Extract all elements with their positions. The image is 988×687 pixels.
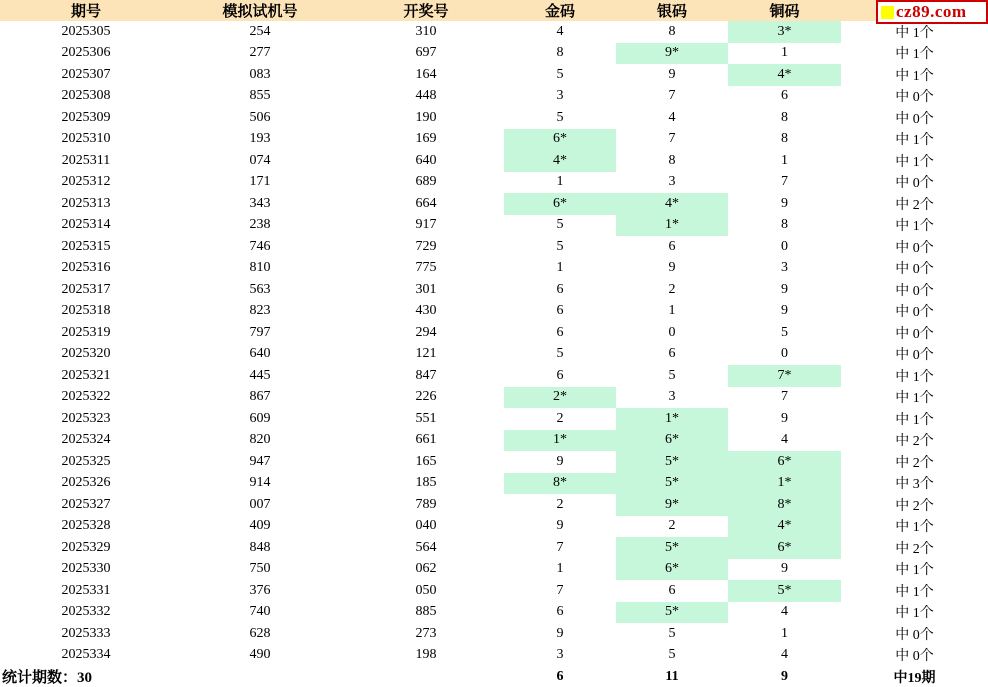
copper-code-cell: 1 [781, 625, 788, 641]
sim-number-cell: 409 [249, 518, 271, 534]
table-row [0, 516, 988, 538]
copper-code-cell: 8 [781, 217, 788, 233]
hit-result-cell: 中 1个 [895, 563, 934, 579]
period-cell: 2025332 [61, 604, 111, 620]
period-cell: 2025331 [61, 582, 111, 598]
draw-number-cell: 050 [415, 582, 437, 598]
draw-number-cell: 551 [415, 410, 437, 426]
period-cell: 2025321 [61, 367, 111, 383]
silver-code-cell: 9 [668, 66, 676, 82]
period-cell: 2025309 [61, 109, 111, 125]
copper-code-cell: 7* [728, 365, 841, 387]
silver-code-cell: 3 [668, 389, 676, 405]
period-cell: 2025328 [61, 518, 111, 534]
table-footer-row [0, 666, 988, 687]
gold-code-cell: 2 [556, 496, 564, 512]
gold-code-cell: 3 [556, 88, 564, 104]
draw-number-cell: 226 [415, 389, 437, 405]
sim-number-cell: 947 [249, 453, 271, 469]
copper-code-cell: 0 [781, 346, 788, 362]
draw-number-cell: 121 [415, 346, 437, 362]
draw-number-cell: 847 [415, 367, 437, 383]
copper-code-cell: 3 [781, 260, 788, 276]
table-row [0, 64, 988, 86]
gold-code-cell: 8* [504, 473, 616, 495]
draw-number-cell: 564 [415, 539, 437, 555]
period-cell: 2025318 [61, 303, 111, 319]
stats-period-count: 统计期数：30 [2, 670, 93, 686]
gold-code-cell: 6 [556, 281, 564, 297]
table-row [0, 279, 988, 301]
logo-text: cz89.com [896, 2, 967, 21]
sim-number-cell: 083 [249, 66, 271, 82]
table-row [0, 301, 988, 323]
table-row [0, 387, 988, 409]
copper-code-cell: 9 [781, 561, 788, 577]
hit-result-cell: 中 0个 [895, 305, 934, 321]
hit-result-cell: 中 1个 [895, 584, 934, 600]
sim-number-cell: 640 [249, 346, 271, 362]
draw-number-cell: 664 [415, 195, 437, 211]
period-cell: 2025314 [61, 217, 111, 233]
draw-number-cell: 640 [415, 152, 437, 168]
hit-result-cell: 中 3个 [895, 477, 934, 493]
copper-code-cell: 4 [781, 432, 788, 448]
silver-code-cell: 9 [668, 260, 676, 276]
draw-number-cell: 729 [415, 238, 437, 254]
sim-number-cell: 820 [249, 432, 271, 448]
gold-code-cell: 3 [556, 647, 564, 663]
draw-number-cell: 430 [415, 303, 437, 319]
copper-code-cell: 9 [781, 195, 788, 211]
sim-number-cell: 171 [249, 174, 271, 190]
silver-code-cell: 5* [616, 602, 728, 624]
period-cell: 2025319 [61, 324, 111, 340]
hit-result-cell: 中 2个 [895, 197, 934, 213]
draw-number-cell: 301 [415, 281, 437, 297]
footer-copper-total: 9 [781, 668, 788, 684]
sim-number-cell: 797 [249, 324, 271, 340]
gold-code-cell: 5 [556, 66, 564, 82]
gold-code-cell: 7 [556, 582, 564, 598]
hit-result-cell: 中 0个 [895, 262, 934, 278]
copper-code-cell: 8 [781, 109, 788, 125]
table-row [0, 107, 988, 129]
copper-code-cell: 1 [781, 152, 788, 168]
sim-number-cell: 848 [249, 539, 271, 555]
hit-result-cell: 中 1个 [895, 133, 934, 149]
silver-code-cell: 3 [668, 174, 676, 190]
gold-code-cell: 4 [556, 23, 564, 39]
silver-code-cell: 7 [668, 131, 676, 147]
table-row [0, 172, 988, 194]
table-row [0, 537, 988, 559]
sim-number-cell: 238 [249, 217, 271, 233]
table-row [0, 21, 988, 43]
sim-number-cell: 563 [249, 281, 271, 297]
gold-code-cell: 9 [556, 518, 564, 534]
copper-code-cell: 8 [781, 131, 788, 147]
gold-code-cell: 5 [556, 238, 564, 254]
table-row [0, 645, 988, 667]
silver-code-cell: 0 [668, 324, 676, 340]
gold-code-cell: 2 [556, 410, 564, 426]
table-row [0, 150, 988, 172]
sim-number-cell: 855 [249, 88, 271, 104]
period-cell: 2025327 [61, 496, 111, 512]
table-row [0, 344, 988, 366]
header-gold-code: 金码 [504, 0, 616, 21]
period-cell: 2025315 [61, 238, 111, 254]
silver-code-cell: 6 [668, 346, 676, 362]
copper-code-cell: 7 [781, 389, 788, 405]
draw-number-cell: 169 [415, 131, 437, 147]
period-cell: 2025322 [61, 389, 111, 405]
silver-code-cell: 4 [668, 109, 676, 125]
copper-code-cell: 6* [728, 451, 841, 473]
table-row [0, 43, 988, 65]
draw-number-cell: 697 [415, 45, 437, 61]
silver-code-cell: 1* [616, 408, 728, 430]
draw-number-cell: 448 [415, 88, 437, 104]
draw-number-cell: 062 [415, 561, 437, 577]
hit-result-cell: 中 2个 [895, 455, 934, 471]
sim-number-cell: 867 [249, 389, 271, 405]
table-row [0, 580, 988, 602]
sim-number-cell: 277 [249, 45, 271, 61]
draw-number-cell: 273 [415, 625, 437, 641]
copper-code-cell: 9 [781, 303, 788, 319]
silver-code-cell: 5* [616, 451, 728, 473]
silver-code-cell: 6 [668, 582, 676, 598]
hit-result-cell: 中 0个 [895, 348, 934, 364]
draw-number-cell: 165 [415, 453, 437, 469]
table-row [0, 215, 988, 237]
period-cell: 2025305 [61, 23, 111, 39]
hit-result-cell: 中 2个 [895, 498, 934, 514]
copper-code-cell: 0 [781, 238, 788, 254]
gold-code-cell: 5 [556, 346, 564, 362]
table-row [0, 258, 988, 280]
gold-code-cell: 6 [556, 303, 564, 319]
draw-number-cell: 190 [415, 109, 437, 125]
footer-gold-total: 6 [556, 668, 564, 684]
silver-code-cell: 1 [668, 303, 676, 319]
header-copper-code: 铜码 [728, 0, 841, 21]
gold-code-cell: 7 [556, 539, 564, 555]
gold-code-cell: 4* [504, 150, 616, 172]
table-row [0, 559, 988, 581]
table-row [0, 623, 988, 645]
footer-silver-total: 11 [665, 668, 679, 684]
sim-number-cell: 254 [249, 23, 271, 39]
period-cell: 2025310 [61, 131, 111, 147]
copper-code-cell: 9 [781, 410, 788, 426]
copper-code-cell: 6 [781, 88, 788, 104]
silver-code-cell: 6* [616, 559, 728, 581]
draw-number-cell: 198 [415, 647, 437, 663]
draw-number-cell: 310 [415, 23, 437, 39]
period-cell: 2025320 [61, 346, 111, 362]
table-row [0, 236, 988, 258]
sim-number-cell: 740 [249, 604, 271, 620]
silver-code-cell: 1* [616, 215, 728, 237]
table-header-row [0, 0, 988, 21]
silver-code-cell: 5* [616, 473, 728, 495]
copper-code-cell: 3* [728, 21, 841, 43]
sim-number-cell: 193 [249, 131, 271, 147]
hit-result-cell: 中 0个 [895, 111, 934, 127]
silver-code-cell: 6 [668, 238, 676, 254]
gold-code-cell: 1 [556, 174, 564, 190]
hit-result-cell: 中 1个 [895, 47, 934, 63]
hit-result-cell: 中 0个 [895, 649, 934, 665]
draw-number-cell: 185 [415, 475, 437, 491]
table-row [0, 129, 988, 151]
silver-code-cell: 5 [668, 647, 676, 663]
table-row [0, 365, 988, 387]
sim-number-cell: 746 [249, 238, 271, 254]
copper-code-cell: 1 [781, 45, 788, 61]
sim-number-cell: 750 [249, 561, 271, 577]
draw-number-cell: 294 [415, 324, 437, 340]
hit-result-cell: 中 1个 [895, 520, 934, 536]
draw-number-cell: 789 [415, 496, 437, 512]
period-cell: 2025325 [61, 453, 111, 469]
table-row [0, 494, 988, 516]
sim-number-cell: 609 [249, 410, 271, 426]
draw-number-cell: 689 [415, 174, 437, 190]
silver-code-cell: 6* [616, 430, 728, 452]
period-cell: 2025324 [61, 432, 111, 448]
hit-result-cell: 中 2个 [895, 541, 934, 557]
hit-result-cell: 中 0个 [895, 283, 934, 299]
period-cell: 2025312 [61, 174, 111, 190]
table-row [0, 322, 988, 344]
hit-result-cell: 中 0个 [895, 627, 934, 643]
sim-number-cell: 823 [249, 303, 271, 319]
period-cell: 2025333 [61, 625, 111, 641]
footer-hits-total: 中19期 [893, 670, 936, 686]
gold-code-cell: 6* [504, 129, 616, 151]
silver-code-cell: 9* [616, 494, 728, 516]
draw-number-cell: 775 [415, 260, 437, 276]
copper-code-cell: 4 [781, 604, 788, 620]
table-row [0, 473, 988, 495]
table-row [0, 193, 988, 215]
period-cell: 2025330 [61, 561, 111, 577]
silver-code-cell: 5 [668, 625, 676, 641]
sim-number-cell: 506 [249, 109, 271, 125]
hit-result-cell: 中 1个 [895, 369, 934, 385]
sim-number-cell: 490 [249, 647, 271, 663]
silver-code-cell: 4* [616, 193, 728, 215]
silver-code-cell: 5* [616, 537, 728, 559]
copper-code-cell: 7 [781, 174, 788, 190]
silver-code-cell: 8 [668, 152, 676, 168]
silver-code-cell: 5 [668, 367, 676, 383]
copper-code-cell: 4* [728, 64, 841, 86]
hit-result-cell: 中 1个 [895, 68, 934, 84]
period-cell: 2025329 [61, 539, 111, 555]
hit-result-cell: 中 2个 [895, 434, 934, 450]
silver-code-cell: 8 [668, 23, 676, 39]
header-period: 期号 [0, 0, 172, 21]
period-cell: 2025326 [61, 475, 111, 491]
sim-number-cell: 007 [249, 496, 271, 512]
gold-code-cell: 1 [556, 561, 564, 577]
hit-result-cell: 中 1个 [895, 412, 934, 428]
draw-number-cell: 040 [415, 518, 437, 534]
period-cell: 2025317 [61, 281, 111, 297]
copper-code-cell: 5 [781, 324, 788, 340]
copper-code-cell: 5* [728, 580, 841, 602]
gold-code-cell: 6 [556, 324, 564, 340]
silver-code-cell: 7 [668, 88, 676, 104]
gold-code-cell: 6 [556, 367, 564, 383]
sim-number-cell: 343 [249, 195, 271, 211]
table-row [0, 408, 988, 430]
sim-number-cell: 074 [249, 152, 271, 168]
table-row [0, 86, 988, 108]
hit-result-cell: 中 1个 [895, 154, 934, 170]
copper-code-cell: 1* [728, 473, 841, 495]
gold-code-cell: 5 [556, 217, 564, 233]
period-cell: 2025316 [61, 260, 111, 276]
gold-code-cell: 9 [556, 453, 564, 469]
cz89-logo[interactable] [876, 0, 988, 24]
period-cell: 2025306 [61, 45, 111, 61]
period-cell: 2025311 [61, 152, 111, 168]
gold-code-cell: 6* [504, 193, 616, 215]
sim-number-cell: 810 [249, 260, 271, 276]
hit-result-cell: 中 0个 [895, 90, 934, 106]
header-draw-number: 开奖号 [348, 0, 504, 21]
period-cell: 2025313 [61, 195, 111, 211]
draw-number-cell: 885 [415, 604, 437, 620]
silver-code-cell: 2 [668, 281, 676, 297]
silver-code-cell: 9* [616, 43, 728, 65]
period-cell: 2025323 [61, 410, 111, 426]
gold-code-cell: 5 [556, 109, 564, 125]
hit-result-cell: 中 1个 [895, 391, 934, 407]
hit-result-cell: 中 0个 [895, 176, 934, 192]
period-cell: 2025308 [61, 88, 111, 104]
header-silver-code: 银码 [616, 0, 728, 21]
gold-code-cell: 1 [556, 260, 564, 276]
hit-result-cell: 中 0个 [895, 326, 934, 342]
table-row [0, 430, 988, 452]
copper-code-cell: 4 [781, 647, 788, 663]
hit-result-cell: 中 1个 [895, 25, 934, 41]
gold-code-cell: 6 [556, 604, 564, 620]
copper-code-cell: 8* [728, 494, 841, 516]
gold-code-cell: 8 [556, 45, 564, 61]
gold-code-cell: 1* [504, 430, 616, 452]
header-sim-number: 模拟试机号 [172, 0, 348, 21]
period-cell: 2025307 [61, 66, 111, 82]
draw-number-cell: 917 [415, 217, 437, 233]
gold-code-cell: 9 [556, 625, 564, 641]
logo-yellow-square-icon [881, 6, 894, 19]
sim-number-cell: 628 [249, 625, 271, 641]
copper-code-cell: 9 [781, 281, 788, 297]
hit-result-cell: 中 1个 [895, 606, 934, 622]
sim-number-cell: 445 [249, 367, 271, 383]
sim-number-cell: 376 [249, 582, 271, 598]
period-cell: 2025334 [61, 647, 111, 663]
draw-number-cell: 164 [415, 66, 437, 82]
table-row [0, 602, 988, 624]
copper-code-cell: 6* [728, 537, 841, 559]
sim-number-cell: 914 [249, 475, 271, 491]
draw-number-cell: 661 [415, 432, 437, 448]
gold-code-cell: 2* [504, 387, 616, 409]
silver-code-cell: 2 [668, 518, 676, 534]
copper-code-cell: 4* [728, 516, 841, 538]
hit-result-cell: 中 0个 [895, 240, 934, 256]
hit-result-cell: 中 1个 [895, 219, 934, 235]
table-row [0, 451, 988, 473]
